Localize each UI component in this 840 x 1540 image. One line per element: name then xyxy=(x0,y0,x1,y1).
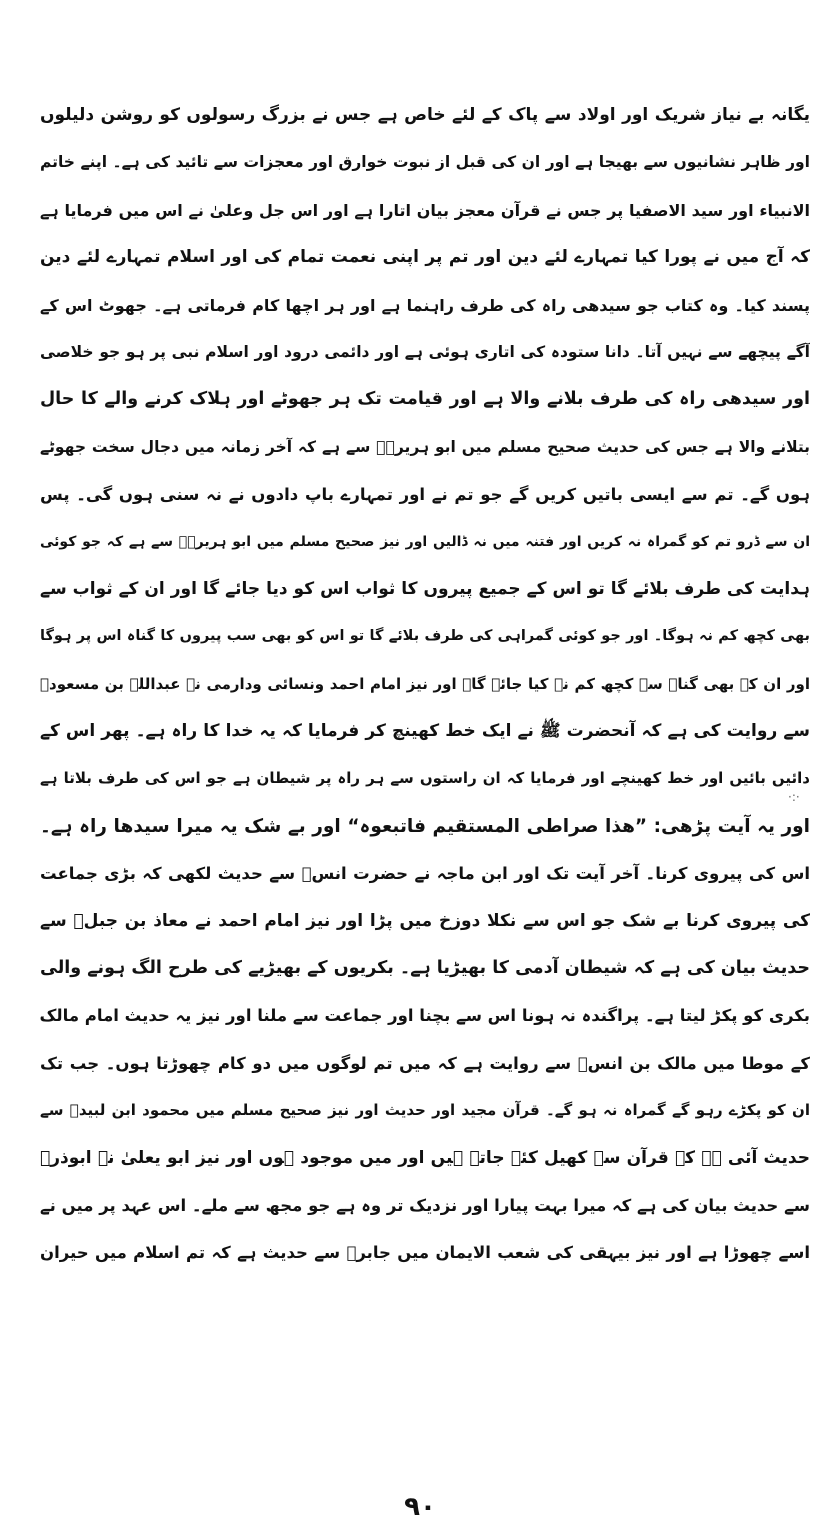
text-line: اور ان کے بھی گناہ سے کچھ کم نہ کیا جائے گا۔ اور نیز امام احمد ونسائی ودارمی نے عبداللہ بن مسعودؓ xyxy=(40,674,810,693)
text-line: کے موطا میں مالک بن انسؓ سے روایت ہے کہ میں تم لوگوں میں دو کام چھوڑتا ہوں۔ جب تک xyxy=(40,1053,810,1073)
text-line: حدیث بیان کی ہے کہ شیطان آدمی کا بھیڑیا ہے۔ بکریوں کے بھیڑیے کی طرح الگ ہونے والی xyxy=(40,958,810,979)
text-line: الانبیاء اور سید الاصفیا پر جس نے قرآن معجز بیان اتارا ہے اور اس جل وعلیٰ نے اس میں فرمایا ہے xyxy=(40,200,810,220)
text-line: اور ظاہر نشانیوں سے بھیجا ہے اور ان کی قبل از نبوت خوارق اور معجزات سے تائید کی ہے۔ اپنے خاتم xyxy=(40,153,810,172)
text-line: کی پیروی کرنا بے شک جو اس سے نکلا دوزخ میں پڑا اور نیز امام احمد نے معاذ بن جبلؓ سے xyxy=(40,910,810,931)
text-line: بکری کو پکڑ لیتا ہے۔ پراگندہ نہ ہونا اس سے بچنا اور جماعت سے ملنا اور نیز یہ حدیث امام مالک xyxy=(40,1006,810,1026)
text-line: اور یہ آیت پڑھی: ”ھذا صراطی المستقیم فاتبعوہ“ اور بے شک یہ میرا سیدھا راہ ہے۔ xyxy=(40,815,810,837)
text-line: سے حدیث بیان کی ہے کہ میرا بہت پیارا اور نزدیک تر وہ ہے جو مجھ سے ملے۔ اس عہد پر میں نے xyxy=(40,1195,810,1215)
text-line: دائیں بائیں اور خط کھینچے اور فرمایا کہ ان راستوں سے ہر راہ پر شیطان ہے جو اس کی طرف بلاتا ہے xyxy=(40,769,810,788)
page-number: ۹۰ xyxy=(404,1492,436,1522)
text-line: سے روایت کی ہے کہ آنحضرت ﷺ نے ایک خط کھینچ کر فرمایا کہ یہ خدا کا راہ ہے۔ پھر اس کے xyxy=(40,721,810,742)
text-line: ان کو پکڑے رہو گے گمراہ نہ ہو گے۔ قرآن مجید اور حدیث اور نیز صحیح مسلم میں محمود ابن لبیدؓ سے xyxy=(40,1101,810,1120)
text-line: ہوں گے۔ تم سے ایسی باتیں کریں گے جو تم نے اور تمہارے باپ دادوں نے نہ سنی ہوں گی۔ پس xyxy=(40,485,810,505)
text-line: یگانہ بے نیاز شریک اور اولاد سے پاک کے لئے خاص ہے جس نے بزرگ رسولوں کو روشن دلیلوں xyxy=(40,105,810,125)
body-text xyxy=(40,92,810,1277)
text-line: ان سے ڈرو تم کو گمراہ نہ کریں اور فتنہ میں نہ ڈالیں اور نیز صحیح مسلم میں ابو ہریرہؓ سے ہے کہ جو کوئی xyxy=(40,533,810,550)
text-line: پسند کیا۔ وہ کتاب جو سیدھی راہ کی طرف راہنما ہے اور ہر اچھا کام فرماتی ہے۔ جھوٹ اس کے xyxy=(40,295,810,315)
text-line: اسے چھوڑا ہے اور نیز بیہقی کی شعب الایمان میں جابرؓ سے حدیث ہے کہ تم اسلام میں حیران xyxy=(40,1243,810,1263)
text-line: کہ آج میں نے پورا کیا تمہارے لئے دین اور تم پر اپنی نعمت تمام کی اور اسلام تمہارے لئے دین xyxy=(40,247,810,268)
text-line: اور سیدھی راہ کی طرف بلانے والا ہے اور قیامت تک ہر جھوٹے اور ہلاک کرنے والے کا حال xyxy=(40,389,810,410)
text-line: بتلانے والا ہے جس کی حدیث صحیح مسلم میں ابو ہریرہؓ سے ہے کہ آخر زمانہ میں دجال سخت جھوٹے xyxy=(40,437,810,456)
text-line: ہدایت کی طرف بلائے گا تو اس کے جمیع پیروں کا ثواب اس کو دیا جائے گا اور ان کے ثواب سے xyxy=(40,578,810,599)
text-line: بھی کچھ کم نہ ہوگا۔ اور جو کوئی گمراہی کی طرف بلائے گا تو اس کو بھی سب پیروں کا گناہ اس پر ہوگا xyxy=(40,628,810,645)
text-line: آگے پیچھے سے نہیں آتا۔ دانا ستودہ کی اتاری ہوئی ہے اور دائمی درود اور اسلام نبی پر ہو جو خلاصی xyxy=(40,342,810,361)
text-line: حدیث آئی ہے کہ قرآن سے کھیل کئے جاتے ہیں اور میں موجود ہوں اور نیز ابو یعلیٰ نے ابوذرؓ xyxy=(40,1147,810,1168)
margin-mark: ·:· xyxy=(788,790,800,804)
text-line: اس کی پیروی کرنا۔ آخر آیت تک اور ابن ماجہ نے حضرت انسؓ سے حدیث لکھی کہ بڑی جماعت xyxy=(40,864,810,884)
